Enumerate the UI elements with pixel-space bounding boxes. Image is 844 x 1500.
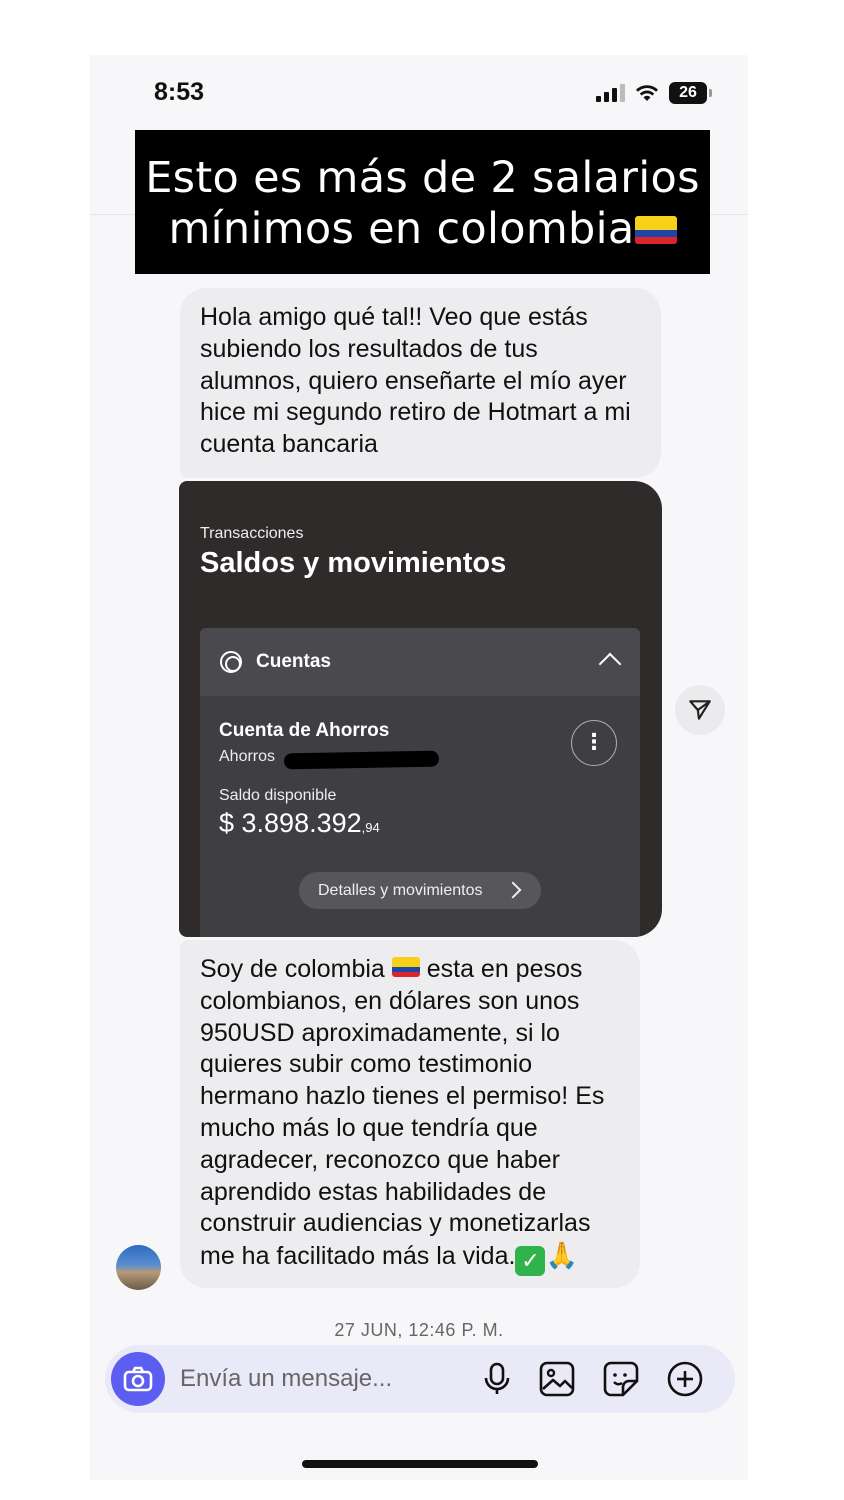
image-icon <box>539 1361 575 1397</box>
folded-hands-icon: 🙏 <box>545 1240 578 1271</box>
balance-main: $ 3.898.392 <box>219 808 362 838</box>
check-mark-icon: ✓ <box>515 1246 545 1276</box>
bank-section-label: Transacciones <box>200 525 304 542</box>
share-button[interactable] <box>675 685 725 735</box>
message-text-part-2: esta en pesos colombianos, en dólares son unos 950USD aproximadamente, si lo quieres subir como testimonio hermano hazlo tienes el permiso! Es mucho más lo que tendría que agradecer, reconozco que haber aprendido estas habilidades de construir audiencias y monetizarlas me ha facilitado más la vida. <box>200 955 605 1271</box>
accounts-header-label: Cuentas <box>256 651 331 672</box>
more-options-icon: ⋮ <box>571 720 617 766</box>
sticker-button[interactable] <box>601 1359 641 1399</box>
sticker-icon <box>603 1361 639 1397</box>
home-indicator[interactable] <box>302 1460 538 1468</box>
balance-amount <box>219 808 380 839</box>
message-bubble[interactable] <box>180 288 661 478</box>
message-input[interactable] <box>180 1363 450 1395</box>
account-card <box>200 696 640 937</box>
colombia-flag-icon <box>635 216 677 244</box>
status-icons <box>596 80 707 106</box>
details-button-label: Detalles y movimientos <box>318 882 483 899</box>
battery-icon: 26 <box>669 82 707 104</box>
caption-line-2 <box>135 204 710 255</box>
balance-cents: ,94 <box>361 820 380 835</box>
plus-circle-icon <box>666 1360 704 1398</box>
image-message[interactable] <box>179 481 662 937</box>
caption-line-2-text: mínimos en colombia <box>168 204 635 254</box>
chevron-right-icon <box>505 882 522 899</box>
message-composer <box>105 1345 735 1413</box>
balance-label: Saldo disponible <box>219 787 337 804</box>
microphone-icon <box>482 1362 512 1396</box>
message-text-part-1: Soy de colombia <box>200 955 392 983</box>
camera-button[interactable] <box>111 1352 165 1406</box>
accounts-header <box>200 628 640 696</box>
message-bubble[interactable] <box>180 940 640 1288</box>
account-type: Ahorros <box>219 748 276 765</box>
camera-icon <box>123 1366 153 1392</box>
microphone-button[interactable] <box>477 1359 517 1399</box>
bank-title: Saldos y movimientos <box>200 547 507 579</box>
message-timestamp: 27 JUN, 12:46 P. M. <box>334 1320 504 1340</box>
send-icon <box>687 697 713 723</box>
coins-icon <box>220 651 242 673</box>
chevron-up-icon <box>599 653 622 676</box>
more-button[interactable] <box>665 1359 705 1399</box>
avatar[interactable] <box>116 1245 161 1290</box>
signal-icon <box>596 84 625 102</box>
message-text: Hola amigo qué tal!! Veo que estás subiendo los resultados de tus alumnos, quiero enseñarte el mío ayer hice mi segundo retiro de Hotmart a mi cuenta bancaria <box>200 303 631 459</box>
account-name: Cuenta de Ahorros <box>219 720 390 741</box>
story-caption <box>135 130 710 274</box>
caption-line-1: Esto es más de 2 salarios <box>145 153 700 203</box>
wifi-icon <box>635 84 659 102</box>
colombia-flag-icon <box>392 957 420 977</box>
gallery-button[interactable] <box>537 1359 577 1399</box>
status-time: 8:53 <box>154 78 205 106</box>
details-button <box>299 872 541 909</box>
redaction-mark <box>284 751 439 770</box>
